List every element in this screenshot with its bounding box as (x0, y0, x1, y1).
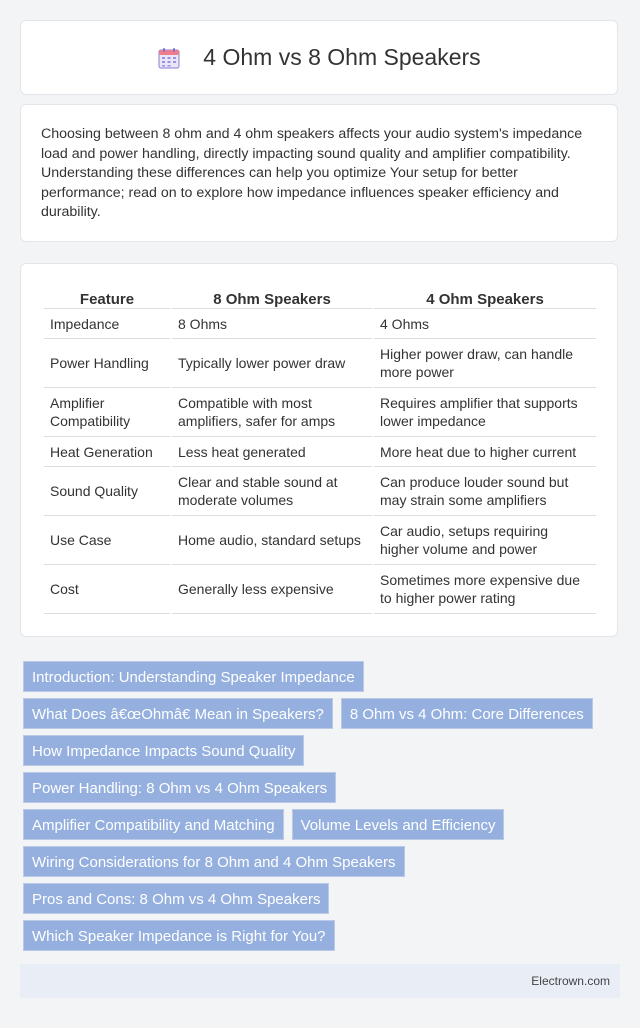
comparison-card (20, 263, 618, 637)
table-row (44, 565, 596, 614)
table-cell: Compatible with most amplifiers, safer for amps (172, 388, 372, 437)
table-row (44, 388, 596, 437)
table-cell: Less heat generated (172, 437, 372, 467)
link-core-differences[interactable]: 8 Ohm vs 4 Ohm: Core Differences (341, 698, 593, 729)
intro-card (20, 104, 618, 242)
link-power-handling[interactable]: Power Handling: 8 Ohm vs 4 Ohm Speakers (23, 772, 336, 803)
table-cell: Amplifier Compatibility (44, 388, 170, 437)
header-feature: Feature (44, 284, 170, 309)
table-cell: Power Handling (44, 339, 170, 388)
table-row (44, 339, 596, 388)
table-row (44, 437, 596, 467)
table-cell: Use Case (44, 516, 170, 565)
table-cell: Sound Quality (44, 467, 170, 516)
table-row (44, 309, 596, 339)
table-cell: Impedance (44, 309, 170, 339)
link-sound-quality[interactable]: How Impedance Impacts Sound Quality (23, 735, 304, 766)
table-cell: Sometimes more expensive due to higher power rating (374, 565, 596, 614)
table-cell: Clear and stable sound at moderate volumes (172, 467, 372, 516)
link-volume-efficiency[interactable]: Volume Levels and Efficiency (292, 809, 505, 840)
table-row (44, 467, 596, 516)
table-cell: Heat Generation (44, 437, 170, 467)
table-cell: 8 Ohms (172, 309, 372, 339)
link-amplifier-compatibility[interactable]: Amplifier Compatibility and Matching (23, 809, 284, 840)
table-cell: Requires amplifier that supports lower impedance (374, 388, 596, 437)
topic-links (23, 661, 623, 957)
link-wiring-considerations[interactable]: Wiring Considerations for 8 Ohm and 4 Ohm Speakers (23, 846, 405, 877)
table-cell: Generally less expensive (172, 565, 372, 614)
table-cell: Typically lower power draw (172, 339, 372, 388)
comparison-table (42, 284, 598, 614)
title-card (20, 20, 618, 95)
table-cell: Car audio, setups requiring higher volume and power (374, 516, 596, 565)
link-pros-cons[interactable]: Pros and Cons: 8 Ohm vs 4 Ohm Speakers (23, 883, 329, 914)
page-title: 4 Ohm vs 8 Ohm Speakers (203, 44, 481, 70)
table-cell: More heat due to higher current (374, 437, 596, 467)
footer (20, 964, 620, 998)
table-cell: Home audio, standard setups (172, 516, 372, 565)
calendar-icon (157, 46, 181, 70)
footer-brand[interactable]: Electrown.com (531, 974, 610, 988)
link-which-impedance[interactable]: Which Speaker Impedance is Right for You? (23, 920, 335, 951)
table-cell: Can produce louder sound but may strain some amplifiers (374, 467, 596, 516)
link-introduction[interactable]: Introduction: Understanding Speaker Impedance (23, 661, 364, 692)
table-header-row (44, 284, 596, 309)
table-cell: Higher power draw, can handle more power (374, 339, 596, 388)
table-cell: 4 Ohms (374, 309, 596, 339)
header-4-ohm: 4 Ohm Speakers (374, 284, 596, 309)
table-row (44, 516, 596, 565)
table-cell: Cost (44, 565, 170, 614)
intro-text: Choosing between 8 ohm and 4 ohm speakers affects your audio system's impedance load and power handling, directly impacting sound quality and amplifier compatibility. Understanding these differences can help you optimize Your setup for better performance; read on to explore how impedance influences speaker efficiency and durability. (41, 126, 583, 221)
header-8-ohm: 8 Ohm Speakers (172, 284, 372, 309)
link-what-does-ohm-mean[interactable]: What Does â€œOhmâ€ Mean in Speakers? (23, 698, 333, 729)
